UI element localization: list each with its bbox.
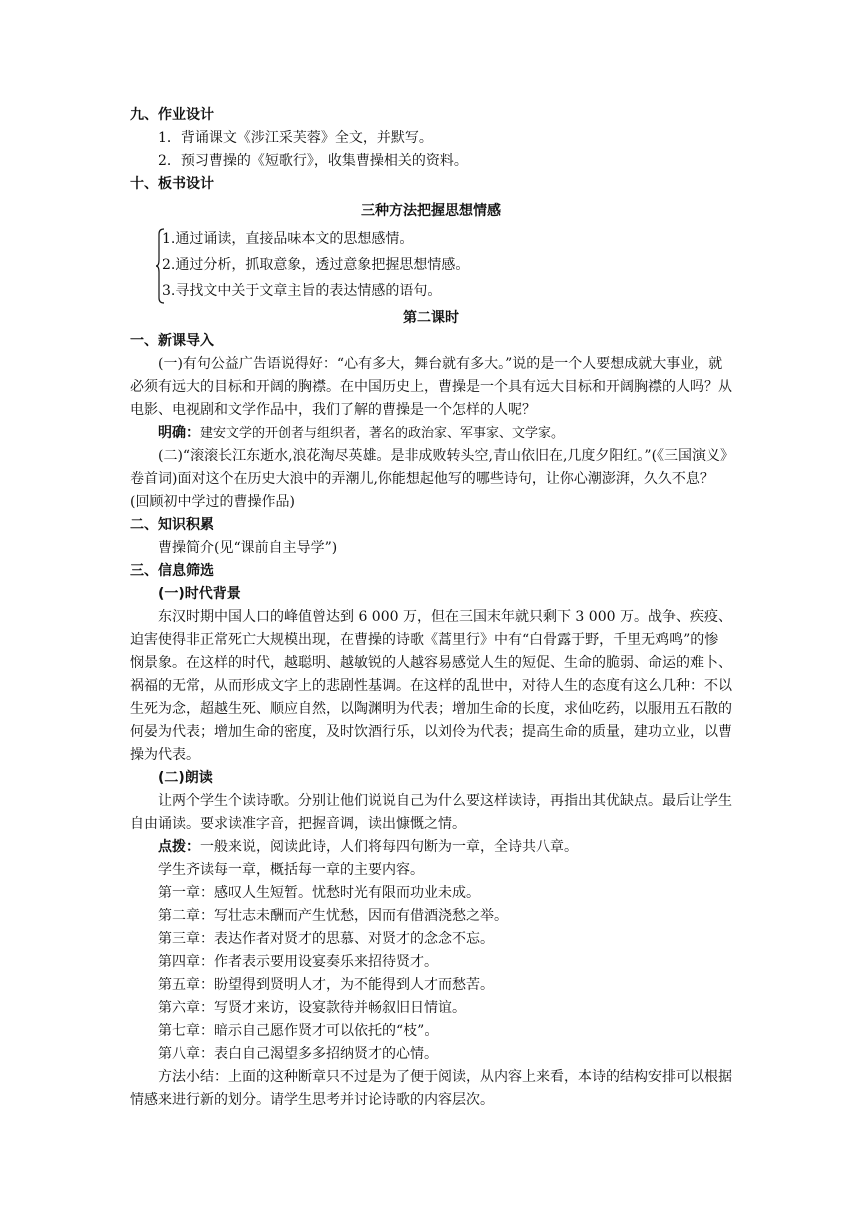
chapter-summary: 第一章：感叹人生短暂。忧愁时光有限而功业未成。 (158, 885, 480, 901)
mingque-text: 建安文学的开创者与组织者，著名的政治家、军事家、文学家。 (200, 426, 565, 441)
board-heading: 十、板书设计 (130, 176, 214, 192)
knowledge-text: 曹操简介(见“课前自主导学”) (158, 540, 338, 556)
background-paragraph: 东汉时期中国人口的峰值曾达到 6 000 万，但在三国末年就只剩下 3 000 万。战争、疾疫、迫害使得非正常死亡大规模出现，在曹操的诗歌《蒿里行》中有“白骨露于野，千里无鸡鸣”的惨悯景象。在这样的时代，越聪明、越敏锐的人越容易感觉人生的短促、生命的脆弱、命运的难卜、祸福的无常，从而形成文字上的悲剧性基调。在这样的乱世中，对待人生的态度有这么几种：不以生死为念，超越生死、顺应自然，以陶渊明为代表；增加生命的长度，求仙吃药，以服用五石散的何晏为代表；增加生命的密度，及时饮酒行乐，以刘伶为代表；提高生命的质量，建功立业，以曹操为代表。 (130, 609, 732, 763)
info-subheading: (一)时代背景 (158, 586, 241, 602)
lesson2-title: 第二课时 (403, 310, 459, 326)
dianbo-text: 一般来说，阅读此诗，人们将每四句断为一章，全诗共八章。 (200, 839, 578, 855)
chapter-summary: 第八章：表白自己渴望多多招纳贤才的心情。 (158, 1046, 438, 1062)
board-title: 三种方法把握思想情感 (361, 203, 501, 219)
info-heading: 三、信息筛选 (130, 563, 214, 579)
dianbo-label: 点拨： (158, 839, 200, 855)
document-content (130, 104, 732, 1112)
reading-instruction: 学生齐读每一章，概括每一章的主要内容。 (158, 862, 424, 878)
board-item: 3.寻找文中关于文章主旨的表达情感的语句。 (162, 283, 442, 299)
dianbo-line (130, 836, 732, 859)
intro-paragraph: (二)“滚滚长江东逝水,浪花淘尽英雄。是非成败转头空,青山依旧在,几度夕阳红。”(《三国演义》卷首词)面对这个在历史大浪中的弄潮儿,你能想起他写的哪些诗句，让你心潮澎湃，久久不息？(回顾初中学过的曹操作品) (130, 448, 728, 510)
intro-paragraph: (一)有句公益广告语说得好：“心有多大，舞台就有多大。”说的是一个人要想成就大事业，就必须有远大的目标和开阔的胸襟。在中国历史上，曹操是一个具有远大目标和开阔胸襟的人吗？从电影、电视剧和文学作品中，我们了解的曹操是一个怎样的人呢？ (130, 356, 732, 418)
board-brace-list (130, 226, 732, 304)
chapter-summary: 第六章：写贤才来访，设宴款待并畅叙旧日情谊。 (158, 1000, 466, 1016)
chapter-summary: 第七章：暗示自己愿作贤才可以依托的“枝”。 (158, 1023, 439, 1039)
reading-paragraph: 让两个学生个读诗歌。分别让他们说说自己为什么要这样读诗，再指出其优缺点。最后让学生自由诵读。要求读准字音，把握音调，读出慷慨之情。 (130, 793, 732, 832)
brace-icon (156, 228, 166, 304)
homework-item: 1．背诵课文《涉江采芙蓉》全文，并默写。 (158, 130, 433, 146)
method-summary: 方法小结：上面的这种断章只不过是为了便于阅读，从内容上来看，本诗的结构安排可以根据情感来进行新的划分。请学生思考并讨论诗歌的内容层次。 (130, 1069, 732, 1108)
chapter-summary: 第三章：表达作者对贤才的思慕、对贤才的念念不忘。 (158, 931, 494, 947)
chapter-summary: 第二章：写壮志未酬而产生忧愁，因而有借酒浇愁之举。 (158, 908, 508, 924)
chapter-summary: 第五章：盼望得到贤明人才，为不能得到人才而愁苦。 (158, 977, 494, 993)
homework-item: 2．预习曹操的《短歌行》，收集曹操相关的资料。 (158, 153, 468, 169)
mingque-label: 明确： (158, 425, 200, 441)
chapter-summary: 第四章：作者表示要用设宴奏乐来招待贤才。 (158, 954, 438, 970)
info-subheading: (二)朗读 (158, 770, 213, 786)
board-item: 2.通过分析，抓取意象，透过意象把握思想情感。 (162, 257, 470, 273)
board-item: 1.通过诵读，直接品味本文的思想感情。 (162, 231, 414, 247)
knowledge-heading: 二、知识积累 (130, 517, 214, 533)
mingque-line (130, 422, 732, 445)
intro-heading: 一、新课导入 (130, 333, 214, 349)
homework-heading: 九、作业设计 (130, 107, 214, 123)
